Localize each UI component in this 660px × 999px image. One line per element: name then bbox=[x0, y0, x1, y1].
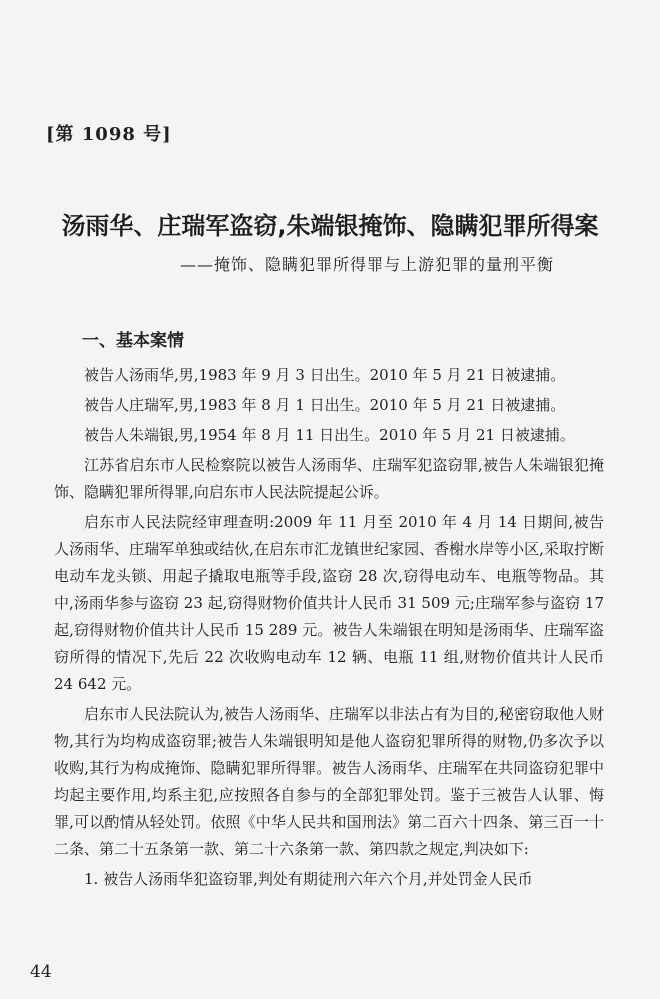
paragraph-prosecution: 江苏省启东市人民检察院以被告人汤雨华、庄瑞军犯盗窃罪,被告人朱端银犯掩饰、隐瞒犯罪所得罪,向启东市人民法院提起公诉。 bbox=[54, 456, 604, 501]
page-number: 44 bbox=[30, 962, 52, 982]
body-text bbox=[54, 362, 604, 896]
paragraph-defendant-2: 被告人庄瑞军,男,1983 年 8 月 1 日出生。2010 年 5 月 21 日被逮捕。 bbox=[84, 396, 566, 414]
paragraph-findings: 启东市人民法院经审理查明:2009 年 11 月至 2010 年 4 月 14 日期间,被告人汤雨华、庄瑞军单独或结伙,在启东市汇龙镇世纪家园、香榭水岸等小区,采取拧断电动车龙头锁、用起子撬取电瓶等手段,盗窃 28 次,窃得电动车、电瓶等物品。其中,汤雨华参与盗窃 23 起,窃得财物价值共计人民币 31 509 元;庄瑞军参与盗窃 17 起,窃得财物价值共计人民币 15 289 元。被告人朱端银在明知是汤雨华、庄瑞军盗窃所得的情况下,先后 22 次收购电动车 12 辆、电瓶 11 组,财物价值共计人民币 24 642 元。 bbox=[54, 513, 604, 693]
paragraph-defendant-3: 被告人朱端银,男,1954 年 8 月 11 日出生。2010 年 5 月 21 日被逮捕。 bbox=[84, 426, 575, 444]
case-subtitle: ——掩饰、隐瞒犯罪所得罪与上游犯罪的量刑平衡 bbox=[180, 255, 555, 274]
paragraph-judgment: 启东市人民法院认为,被告人汤雨华、庄瑞军以非法占有为目的,秘密窃取他人财物,其行为均构成盗窃罪;被告人朱端银明知是他人盗窃犯罪所得的财物,仍多次予以收购,其行为构成掩饰、隐瞒犯罪所得罪。被告人汤雨华、庄瑞军在共同盗窃犯罪中均起主要作用,均系主犯,应按照各自参与的全部犯罪处罚。鉴于三被告人认罪、悔罪,可以酌情从轻处罚。依照《中华人民共和国刑法》第二百六十四条、第三百一十二条、第二十五条第一款、第二十六条第一款、第四款之规定,判决如下: bbox=[54, 705, 604, 858]
paragraph-defendant-1: 被告人汤雨华,男,1983 年 9 月 3 日出生。2010 年 5 月 21 日被逮捕。 bbox=[84, 366, 566, 384]
case-number: [第 1098 号] bbox=[46, 124, 172, 145]
paragraph-sentence-1: 1. 被告人汤雨华犯盗窃罪,判处有期徒刑六年六个月,并处罚金人民币 bbox=[84, 870, 533, 888]
case-title: 汤雨华、庄瑞军盗窃,朱端银掩饰、隐瞒犯罪所得案 bbox=[61, 212, 599, 240]
section-heading: 一、基本案情 bbox=[82, 331, 184, 351]
